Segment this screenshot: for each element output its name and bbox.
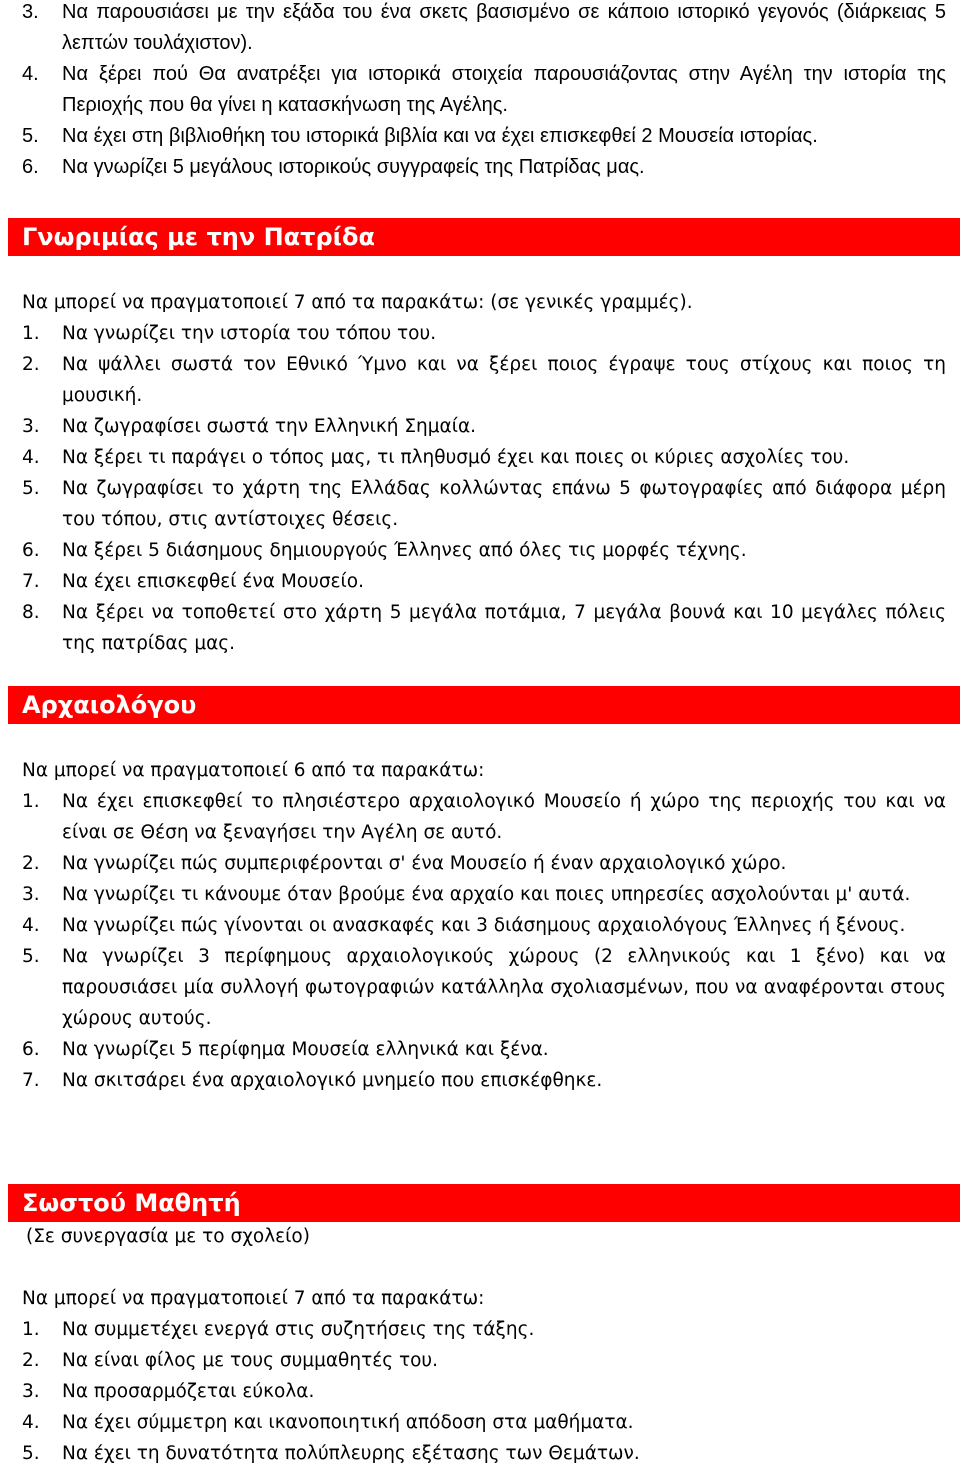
section-note-mathiti: (Σε συνεργασία με το σχολείο) <box>26 1226 310 1247</box>
list-item <box>0 349 960 411</box>
list-item-text: Να έχει τη δυνατότητα πολύπλευρης εξέτασης των Θεμάτων. <box>62 1443 640 1464</box>
list-item <box>0 121 960 152</box>
list-item-number: 6. <box>22 156 39 178</box>
list-item-text: Να ξέρει τι παράγει ο τόπος μας, τι πληθυσμό έχει και ποιες οι κύριες ασχολίες του. <box>62 447 850 468</box>
list-item-text: Να ξέρει να τοποθετεί στο χάρτη 5 μεγάλα ποτάμια, 7 μεγάλα βουνά και 10 μεγάλες πόλεις της πατρίδας μας. <box>62 602 946 654</box>
list-item-text: Να παρουσιάσει με την εξάδα του ένα σκετς βασισμένο σε κάποιο ιστορικό γεγονός (διάρκειας 5 λεπτών τουλάχιστον). <box>62 1 946 54</box>
list-item <box>0 1065 960 1096</box>
section-intro-archaiologou: Να μπορεί να πραγματοποιεί 6 από τα παρακάτω: <box>22 760 485 781</box>
section-header-archaiologou: Αρχαιολόγου <box>8 686 960 724</box>
list-item <box>0 535 960 566</box>
list-item-number: 4. <box>22 447 40 468</box>
list-item <box>0 442 960 473</box>
list-item-text: Να γνωρίζει πώς συμπεριφέρονται σ' ένα Μουσείο ή έναν αρχαιολογικό χώρο. <box>62 853 787 874</box>
list-item-text: Να σκιτσάρει ένα αρχαιολογικό μνημείο που επισκέφθηκε. <box>62 1070 603 1091</box>
list-item-number: 3. <box>22 1 39 23</box>
list-item <box>0 59 960 121</box>
list-item <box>0 411 960 442</box>
list-item <box>0 941 960 1034</box>
list-item-number: 3. <box>22 416 40 437</box>
section-intro-mathiti: Να μπορεί να πραγματοποιεί 7 από τα παρακάτω: <box>22 1288 485 1309</box>
top-list <box>0 0 960 183</box>
list-item-text: Να ζωγραφίσει σωστά την Ελληνική Σημαία. <box>62 416 477 437</box>
list-item <box>0 1438 960 1469</box>
list-item-number: 5. <box>22 946 40 967</box>
list-item-text: Να ζωγραφίσει το χάρτη της Ελλάδας κολλώντας επάνω 5 φωτογραφίες από διάφορα μέρη του τόπου, στις αντίστοιχες θέσεις. <box>62 478 946 530</box>
section-body-archaiologou <box>0 755 960 1096</box>
list-item-text: Να ψάλλει σωστά τον Εθνικό Ύμνο και να ξέρει ποιος έγραψε τους στίχους και ποιος τη μουσική. <box>62 354 946 406</box>
section-body-mathiti <box>0 1221 960 1469</box>
list-item-number: 3. <box>22 1381 40 1402</box>
list-item <box>0 1345 960 1376</box>
list-item-number: 2. <box>22 354 40 375</box>
section-header-mathiti: Σωστού Μαθητή <box>8 1184 960 1222</box>
section-body-patrida <box>0 287 960 659</box>
list-item-number: 5. <box>22 478 40 499</box>
patrida-list <box>0 318 960 659</box>
list-item-text: Να έχει στη βιβλιοθήκη του ιστορικά βιβλία και να έχει επισκεφθεί 2 Μουσεία ιστορίας. <box>62 125 818 147</box>
list-item-text: Να γνωρίζει 3 περίφημους αρχαιολογικούς χώρους (2 ελληνικούς και 1 ξένο) και να παρουσιάσει μία συλλογή φωτογραφιών κατάλληλα σχολιασμένων, που να αναφέρονται στους χώρους αυτούς. <box>62 946 946 1029</box>
list-item <box>0 318 960 349</box>
list-item-text: Να γνωρίζει πώς γίνονται οι ανασκαφές και 3 διάσημους αρχαιολόγους Έλληνες ή ξένους. <box>62 915 906 936</box>
list-item-number: 1. <box>22 323 40 344</box>
list-item-number: 5. <box>22 1443 40 1464</box>
list-item-text: Να συμμετέχει ενεργά στις συζητήσεις της τάξης. <box>62 1319 535 1340</box>
list-item-number: 7. <box>22 571 40 592</box>
history-list-continued <box>0 0 960 183</box>
list-item <box>0 879 960 910</box>
list-item-number: 4. <box>22 63 39 85</box>
list-item-text: Να έχει σύμμετρη και ικανοποιητική απόδοση στα μαθήματα. <box>62 1412 634 1433</box>
list-item <box>0 597 960 659</box>
list-item <box>0 0 960 59</box>
list-item-number: 4. <box>22 1412 40 1433</box>
list-item-number: 5. <box>22 125 39 147</box>
list-item-number: 1. <box>22 1319 40 1340</box>
list-item-number: 7. <box>22 1070 40 1091</box>
list-item-text: Να γνωρίζει 5 μεγάλους ιστορικούς συγγραφείς της Πατρίδας μας. <box>62 156 645 178</box>
mathiti-list <box>0 1314 960 1469</box>
list-item <box>0 1034 960 1065</box>
list-item <box>0 566 960 597</box>
list-item-number: 3. <box>22 884 40 905</box>
section-intro-patrida: Να μπορεί να πραγματοποιεί 7 από τα παρακάτω: (σε γενικές γραμμές). <box>22 292 693 313</box>
list-item-text: Να έχει επισκεφθεί ένα Μουσείο. <box>62 571 365 592</box>
archaiologou-list <box>0 786 960 1096</box>
list-item <box>0 848 960 879</box>
list-item-number: 8. <box>22 602 40 623</box>
list-item-number: 1. <box>22 791 40 812</box>
list-item-text: Να γνωρίζει 5 περίφημα Μουσεία ελληνικά και ξένα. <box>62 1039 549 1060</box>
list-item-text: Να γνωρίζει την ιστορία του τόπου του. <box>62 323 437 344</box>
list-item-number: 6. <box>22 540 40 561</box>
list-item-text: Να γνωρίζει τι κάνουμε όταν βρούμε ένα αρχαίο και ποιες υπηρεσίες ασχολούνται μ' αυτά. <box>62 884 911 905</box>
list-item-number: 2. <box>22 853 40 874</box>
list-item <box>0 1407 960 1438</box>
list-item-text: Να έχει επισκεφθεί το πλησιέστερο αρχαιολογικό Μουσείο ή χώρο της περιοχής του και να είναι σε Θέση να ξεναγήσει την Αγέλη σε αυτό. <box>62 791 946 843</box>
list-item-number: 4. <box>22 915 40 936</box>
list-item <box>0 1314 960 1345</box>
section-header-patrida: Γνωριμίας με την Πατρίδα <box>8 218 960 256</box>
list-item-number: 2. <box>22 1350 40 1371</box>
list-item <box>0 910 960 941</box>
list-item <box>0 152 960 183</box>
list-item-text: Να είναι φίλος με τους συμμαθητές του. <box>62 1350 438 1371</box>
list-item <box>0 786 960 848</box>
list-item <box>0 473 960 535</box>
list-item-text: Να προσαρμόζεται εύκολα. <box>62 1381 315 1402</box>
list-item-text: Να ξέρει πού Θα ανατρέξει για ιστορικά στοιχεία παρουσιάζοντας στην Αγέλη την ιστορία της Περιοχής που θα γίνει η κατασκήνωση της Αγέλης. <box>62 63 946 116</box>
list-item <box>0 1376 960 1407</box>
list-item-number: 6. <box>22 1039 40 1060</box>
list-item-text: Να ξέρει 5 διάσημους δημιουργούς Έλληνες από όλες τις μορφές τέχνης. <box>62 540 747 561</box>
